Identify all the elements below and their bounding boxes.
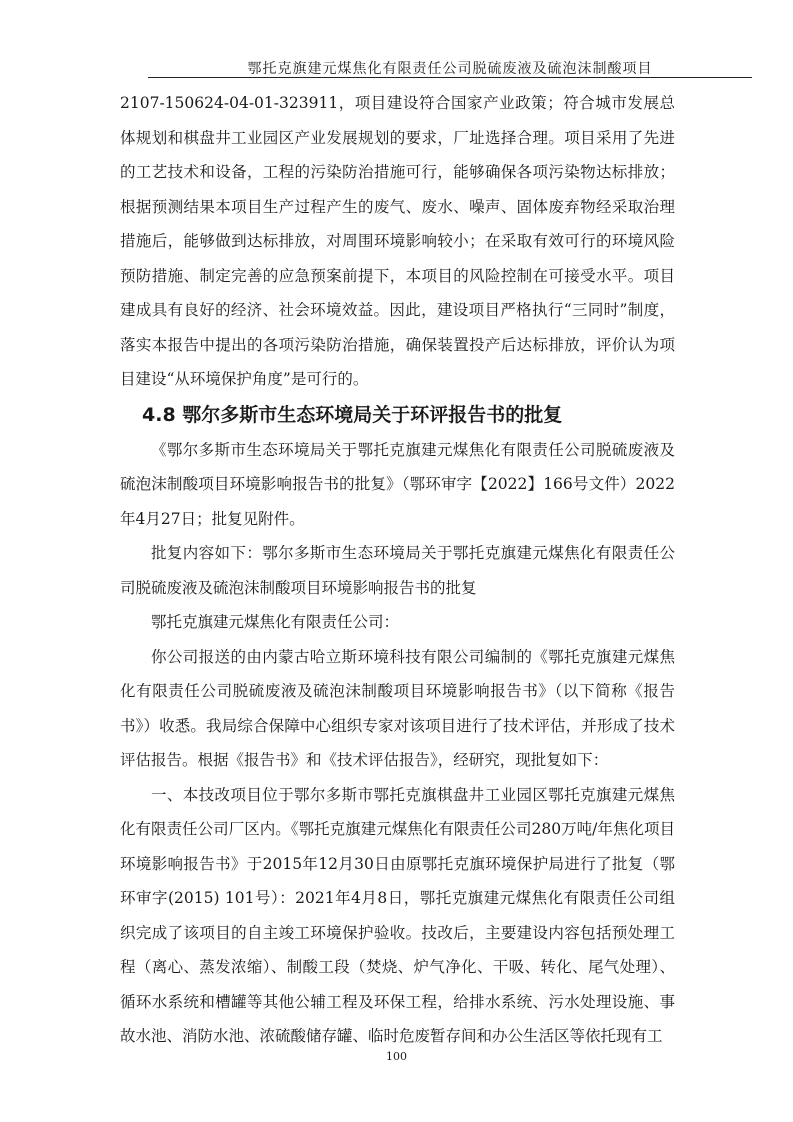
header-divider [148,77,752,78]
paragraph-approval-content: 批复内容如下：鄂尔多斯市生态环境局关于鄂托克旗建元煤焦化有限责任公司脱硫废液及硫泡沫制酸项目环境影响报告书的批复 [120,544,675,597]
paragraph-item-one: 一、本技改项目位于鄂尔多斯市鄂托克旗棋盘井工业园区鄂托克旗建元煤焦化有限责任公司厂区内。《鄂托克旗建元煤焦化有限责任公司280万吨/年焦化项目环境影响报告书》于2015年12月30日由原鄂托克旗环境保护局进行了批复（鄂环审字(2015) 101号）：2021年4月8日，鄂托克旗建元煤焦化有限责任公司组织完成了该项目的自主竣工环境保护验收。技改后，主要建设内容包括预处理工程（离心、蒸发浓缩）、制酸工段（焚烧、炉气净化、干吸、转化、尾气处理）、循环水系统和槽罐等其他公辅工程及环保工程，给排水系统、污水处理设施、事故水池、消防水池、浓硫酸储存罐、临时危废暂存间和办公生活区等依托现有工 [120,785,675,1045]
document-body [120,86,675,1054]
intro-paragraph: 2107-150624-04-01-323911，项目建设符合国家产业政策；符合城市发展总体规划和棋盘井工业园区产业发展规划的要求，厂址选择合理。项目采用了先进的工艺技术和设备，工程的污染防治措施可行，能够确保各项污染物达标排放；根据预测结果本项目生产过程产生的废气、废水、噪声、固体废弃物经采取治理措施后，能够做到达标排放，对周围环境影响较小；在采取有效可行的环境风险预防措施、制定完善的应急预案前提下，本项目的风险控制在可接受水平。项目建成具有良好的经济、社会环境效益。因此，建设项目严格执行“三同时”制度，落实本报告中提出的各项污染防治措施，确保装置投产后达标排放，评价认为项目建设“从环境保护角度”是可行的。 [120,94,675,388]
paragraph-approval-document: 《鄂尔多斯市生态环境局关于鄂托克旗建元煤焦化有限责任公司脱硫废液及硫泡沫制酸项目环境影响报告书的批复》（鄂环审字【2022】166号文件）2022年4月27日；批复见附件。 [120,440,675,528]
page-number: 100 [386,1050,407,1063]
section-heading: 4.8 鄂尔多斯市生态环境局关于环评报告书的批复 [142,403,563,426]
paragraph-report-received: 你公司报送的由内蒙古哈立斯环境科技有限公司编制的《鄂托克旗建元煤焦化有限责任公司脱硫废液及硫泡沫制酸项目环境影响报告书》（以下简称《报告书》）收悉。我局综合保障中心组织专家对该项目进行了技术评估，并形成了技术评估报告。根据《报告书》和《技术评估报告》，经研究，现批复如下： [120,647,675,769]
document-header-title: 鄂托克旗建元煤焦化有限责任公司脱硫废液及硫泡沫制酸项目 [247,61,653,77]
paragraph-addressee: 鄂托克旗建元煤焦化有限责任公司： [151,613,400,631]
